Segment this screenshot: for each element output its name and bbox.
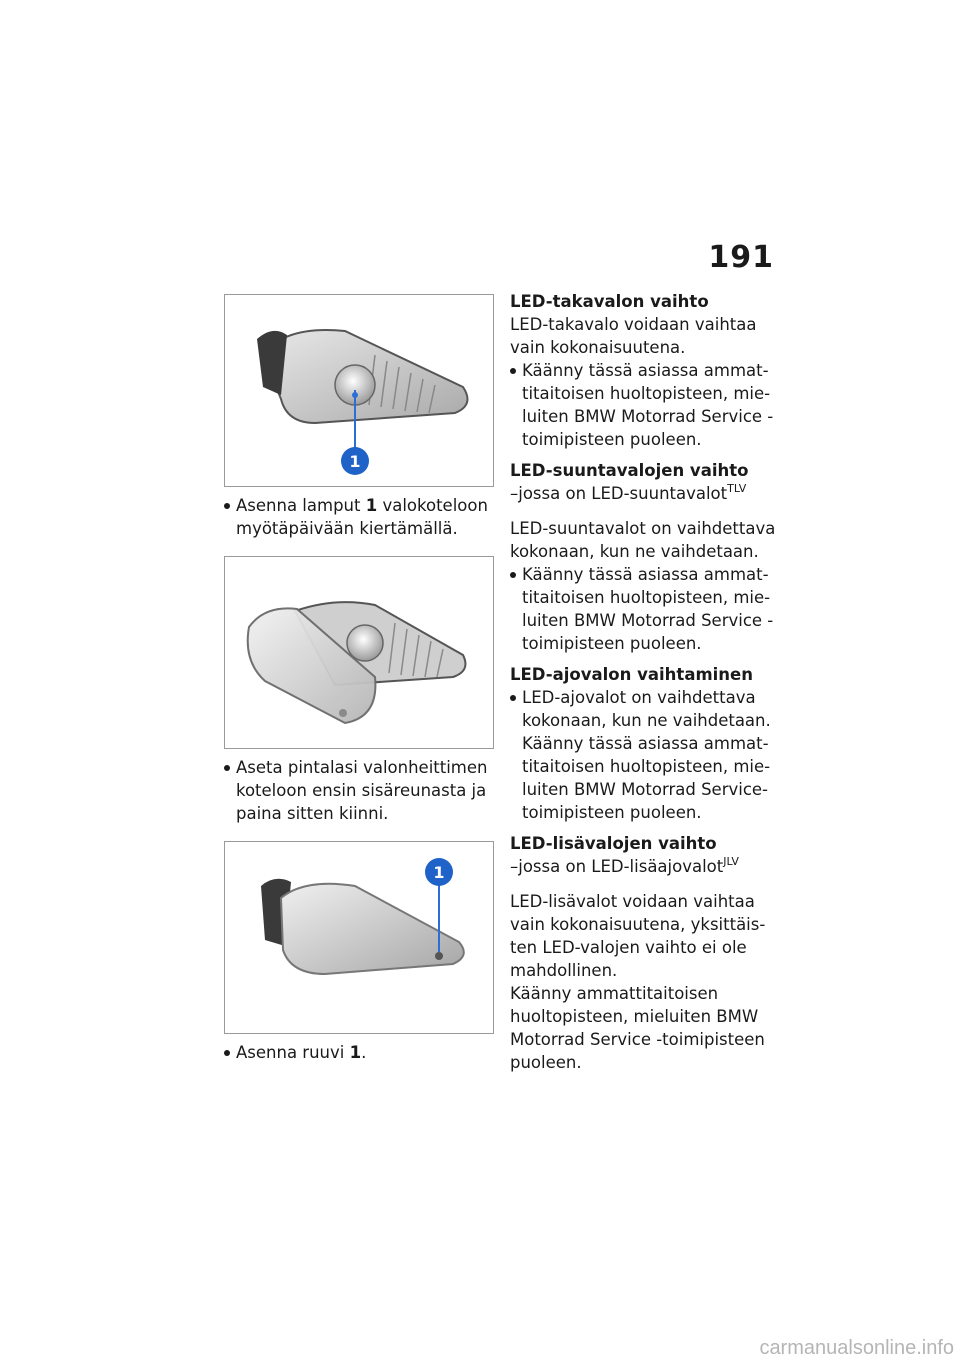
figure-1-caption: Asenna lamput 1 valokoteloon myötäpäivään kiertämällä.: [224, 494, 494, 540]
section-paragraph: LED-lisävalot voidaan vaihtaa vain kokonaisuutena, yksittäis-ten LED-valojen vaihto ei ole mahdollinen.: [510, 892, 766, 980]
section-heading: LED-lisävalojen vaihto: [510, 834, 717, 853]
section-led-rear-light: [510, 290, 790, 451]
section-heading: LED-suuntavalojen vaihto: [510, 461, 749, 480]
section-led-turn-signals: [510, 459, 790, 655]
option-code: TLV: [727, 482, 747, 495]
section-bullet: Käänny tässä asiassa ammat-titaitoisen huoltopisteen, mie-luiten BMW Motorrad Service -toimipisteen puoleen.: [510, 563, 790, 655]
lamp-housing-illustration: [225, 295, 493, 486]
figure-2-caption: Aseta pintalasi valonheittimen koteloon ensin sisäreunasta ja paina sitten kiinni.: [224, 756, 494, 825]
section-led-aux-lights: [510, 832, 790, 1074]
screw-install-illustration: [225, 842, 493, 1033]
lens-fitting-illustration: [225, 557, 493, 748]
section-paragraph-2: Käänny ammattitaitoisen huoltopisteen, mieluiten BMW Motorrad Service -toimipisteen puoleen.: [510, 984, 765, 1072]
figure-lens-fitting: [224, 556, 494, 749]
section-bullet: Käänny tässä asiassa ammat-titaitoisen huoltopisteen, mie-luiten BMW Motorrad Service -toimipisteen puoleen.: [510, 359, 790, 451]
section-paragraph: LED-takavalo voidaan vaihtaa vain kokonaisuutena.: [510, 315, 757, 357]
left-column: [224, 294, 494, 1080]
figure-screw-install: [224, 841, 494, 1034]
right-column: [510, 290, 790, 1074]
section-bullet: LED-ajovalot on vaihdettava kokonaan, kun ne vaihdetaan. Käänny tässä asiassa ammat-titaitoisen huoltopisteen, mie-luiten BMW Motorrad Service-toimipisteen puoleen.: [510, 686, 790, 824]
section-led-headlight: [510, 663, 790, 824]
section-paragraph: LED-suuntavalot on vaihdettava kokonaan, kun ne vaihdetaan.: [510, 519, 776, 561]
section-heading: LED-ajovalon vaihtaminen: [510, 665, 753, 684]
figure-3-caption: Asenna ruuvi 1.: [224, 1041, 494, 1064]
figure-lamp-housing: [224, 294, 494, 487]
watermark: carmanualsonline.info: [759, 1337, 954, 1359]
option-code: JLV: [723, 855, 739, 868]
section-heading: LED-takavalon vaihto: [510, 292, 709, 311]
option-line: –jossa on LED-lisäajovalot$^{JLV}$: [510, 855, 739, 876]
callout-number: 1: [349, 452, 361, 471]
option-line: –jossa on LED-suuntavalot$^{TLV}$: [510, 482, 747, 503]
page-number: 191: [708, 240, 774, 275]
callout-number: 1: [433, 863, 445, 882]
